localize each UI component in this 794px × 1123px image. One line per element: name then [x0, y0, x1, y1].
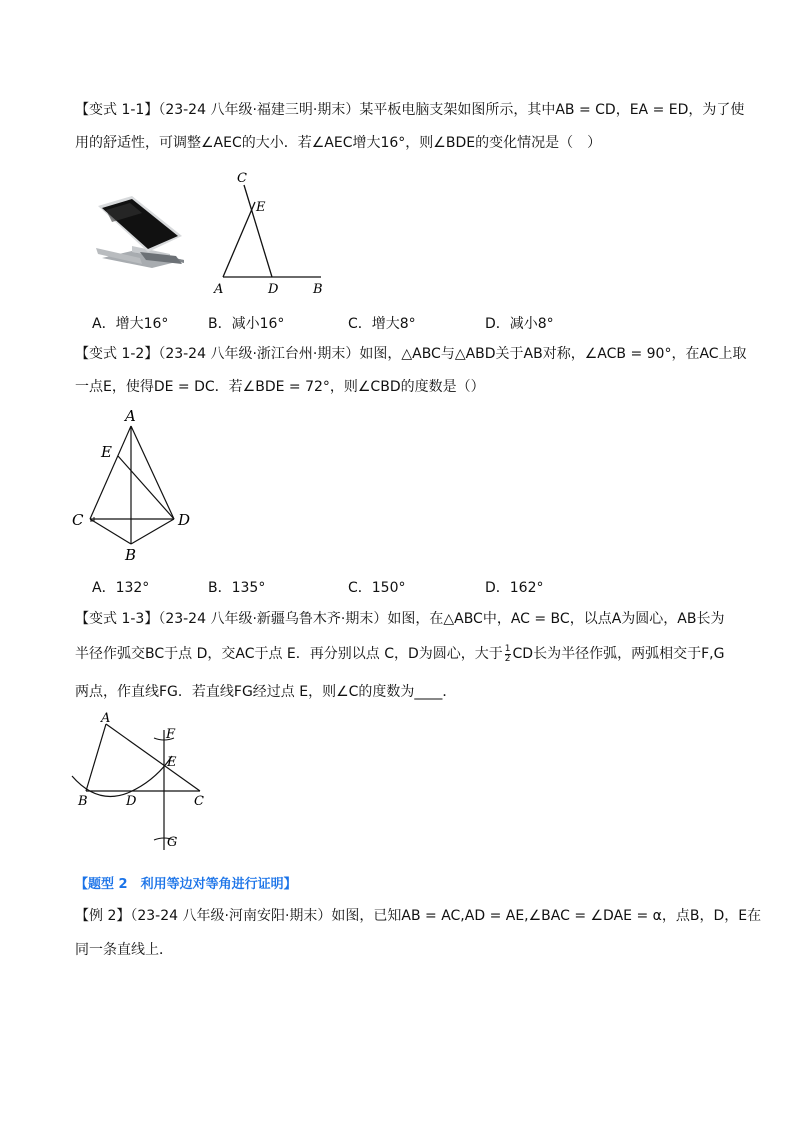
q2-option-b[interactable]: B．135° — [208, 580, 266, 596]
label-C: C — [194, 794, 204, 809]
label-A: A — [125, 407, 136, 425]
q3-text-line2b: CD长为半径作弧，两弧相交于F,G — [512, 646, 725, 662]
q1-text-line2: 用的舒适性，可调整∠AEC的大小．若∠AEC增大16°，则∠BDE的变化情况是（ ） — [75, 135, 602, 151]
label-A: A — [214, 282, 224, 297]
q2-text-line1: 【变式 1-2】（23-24 八年级·浙江台州·期末）如图，△ABC与△ABD关于AB对称，∠ACB = 90°，在AC上取 — [75, 346, 747, 362]
q1-text-line1: 【变式 1-1】（23-24 八年级·福建三明·期末）某平板电脑支架如图所示，其中AB = CD，EA = ED，为了使 — [75, 102, 745, 118]
example2-text-line2: 同一条直线上． — [75, 942, 173, 958]
q1-option-b[interactable]: B．减小16° — [208, 316, 285, 332]
q2-option-a[interactable]: A．132° — [92, 580, 150, 596]
section-heading: 【题型 2 利用等边对等角进行证明】 — [75, 877, 297, 892]
label-E: E — [101, 443, 112, 461]
label-E: E — [167, 755, 177, 770]
q3-text-line1: 【变式 1-3】（23-24 八年级·新疆乌鲁木齐·期末）如图，在△ABC中，AC = BC，以点A为圆心，AB长为 — [75, 611, 725, 627]
q3-text-line3: 两点，作直线FG．若直线FG经过点 E，则∠C的度数为____． — [75, 684, 457, 700]
label-E: E — [256, 200, 266, 215]
label-D: D — [126, 794, 137, 809]
label-B: B — [313, 282, 323, 297]
label-B: B — [78, 794, 88, 809]
q2-option-c[interactable]: C．150° — [348, 580, 406, 596]
q1-figure — [205, 165, 335, 297]
q1-option-a[interactable]: A．增大16° — [92, 316, 169, 332]
label-G: G — [167, 835, 178, 850]
q2-option-d[interactable]: D．162° — [485, 580, 544, 596]
label-D: D — [178, 511, 191, 529]
label-C: C — [237, 171, 247, 186]
label-A: A — [101, 711, 111, 726]
example2-text-line1: 【例 2】（23-24 八年级·河南安阳·期末）如图，已知AB = AC,AD = AE,∠BAC = ∠DAE = α，点B，D，E在 — [75, 908, 762, 924]
fraction-half: $\frac{1}{2}$ — [504, 643, 511, 664]
q1-option-c[interactable]: C．增大8° — [348, 316, 416, 332]
q3-figure — [68, 708, 218, 858]
q2-figure — [68, 404, 198, 566]
label-F: F — [166, 727, 176, 742]
q3-text-line2 — [75, 644, 724, 664]
label-D: D — [268, 282, 279, 297]
q3-text-line2a: 半径作弧交BC于点 D，交AC于点 E．再分别以点 C，D为圆心，大于 — [75, 646, 503, 662]
label-C: C — [72, 511, 84, 529]
label-B: B — [125, 546, 137, 564]
q2-text-line2: 一点E，使得DE = DC．若∠BDE = 72°，则∠CBD的度数是（） — [75, 379, 485, 395]
tablet-stand-image — [92, 188, 188, 272]
q1-option-d[interactable]: D．减小8° — [485, 316, 554, 332]
